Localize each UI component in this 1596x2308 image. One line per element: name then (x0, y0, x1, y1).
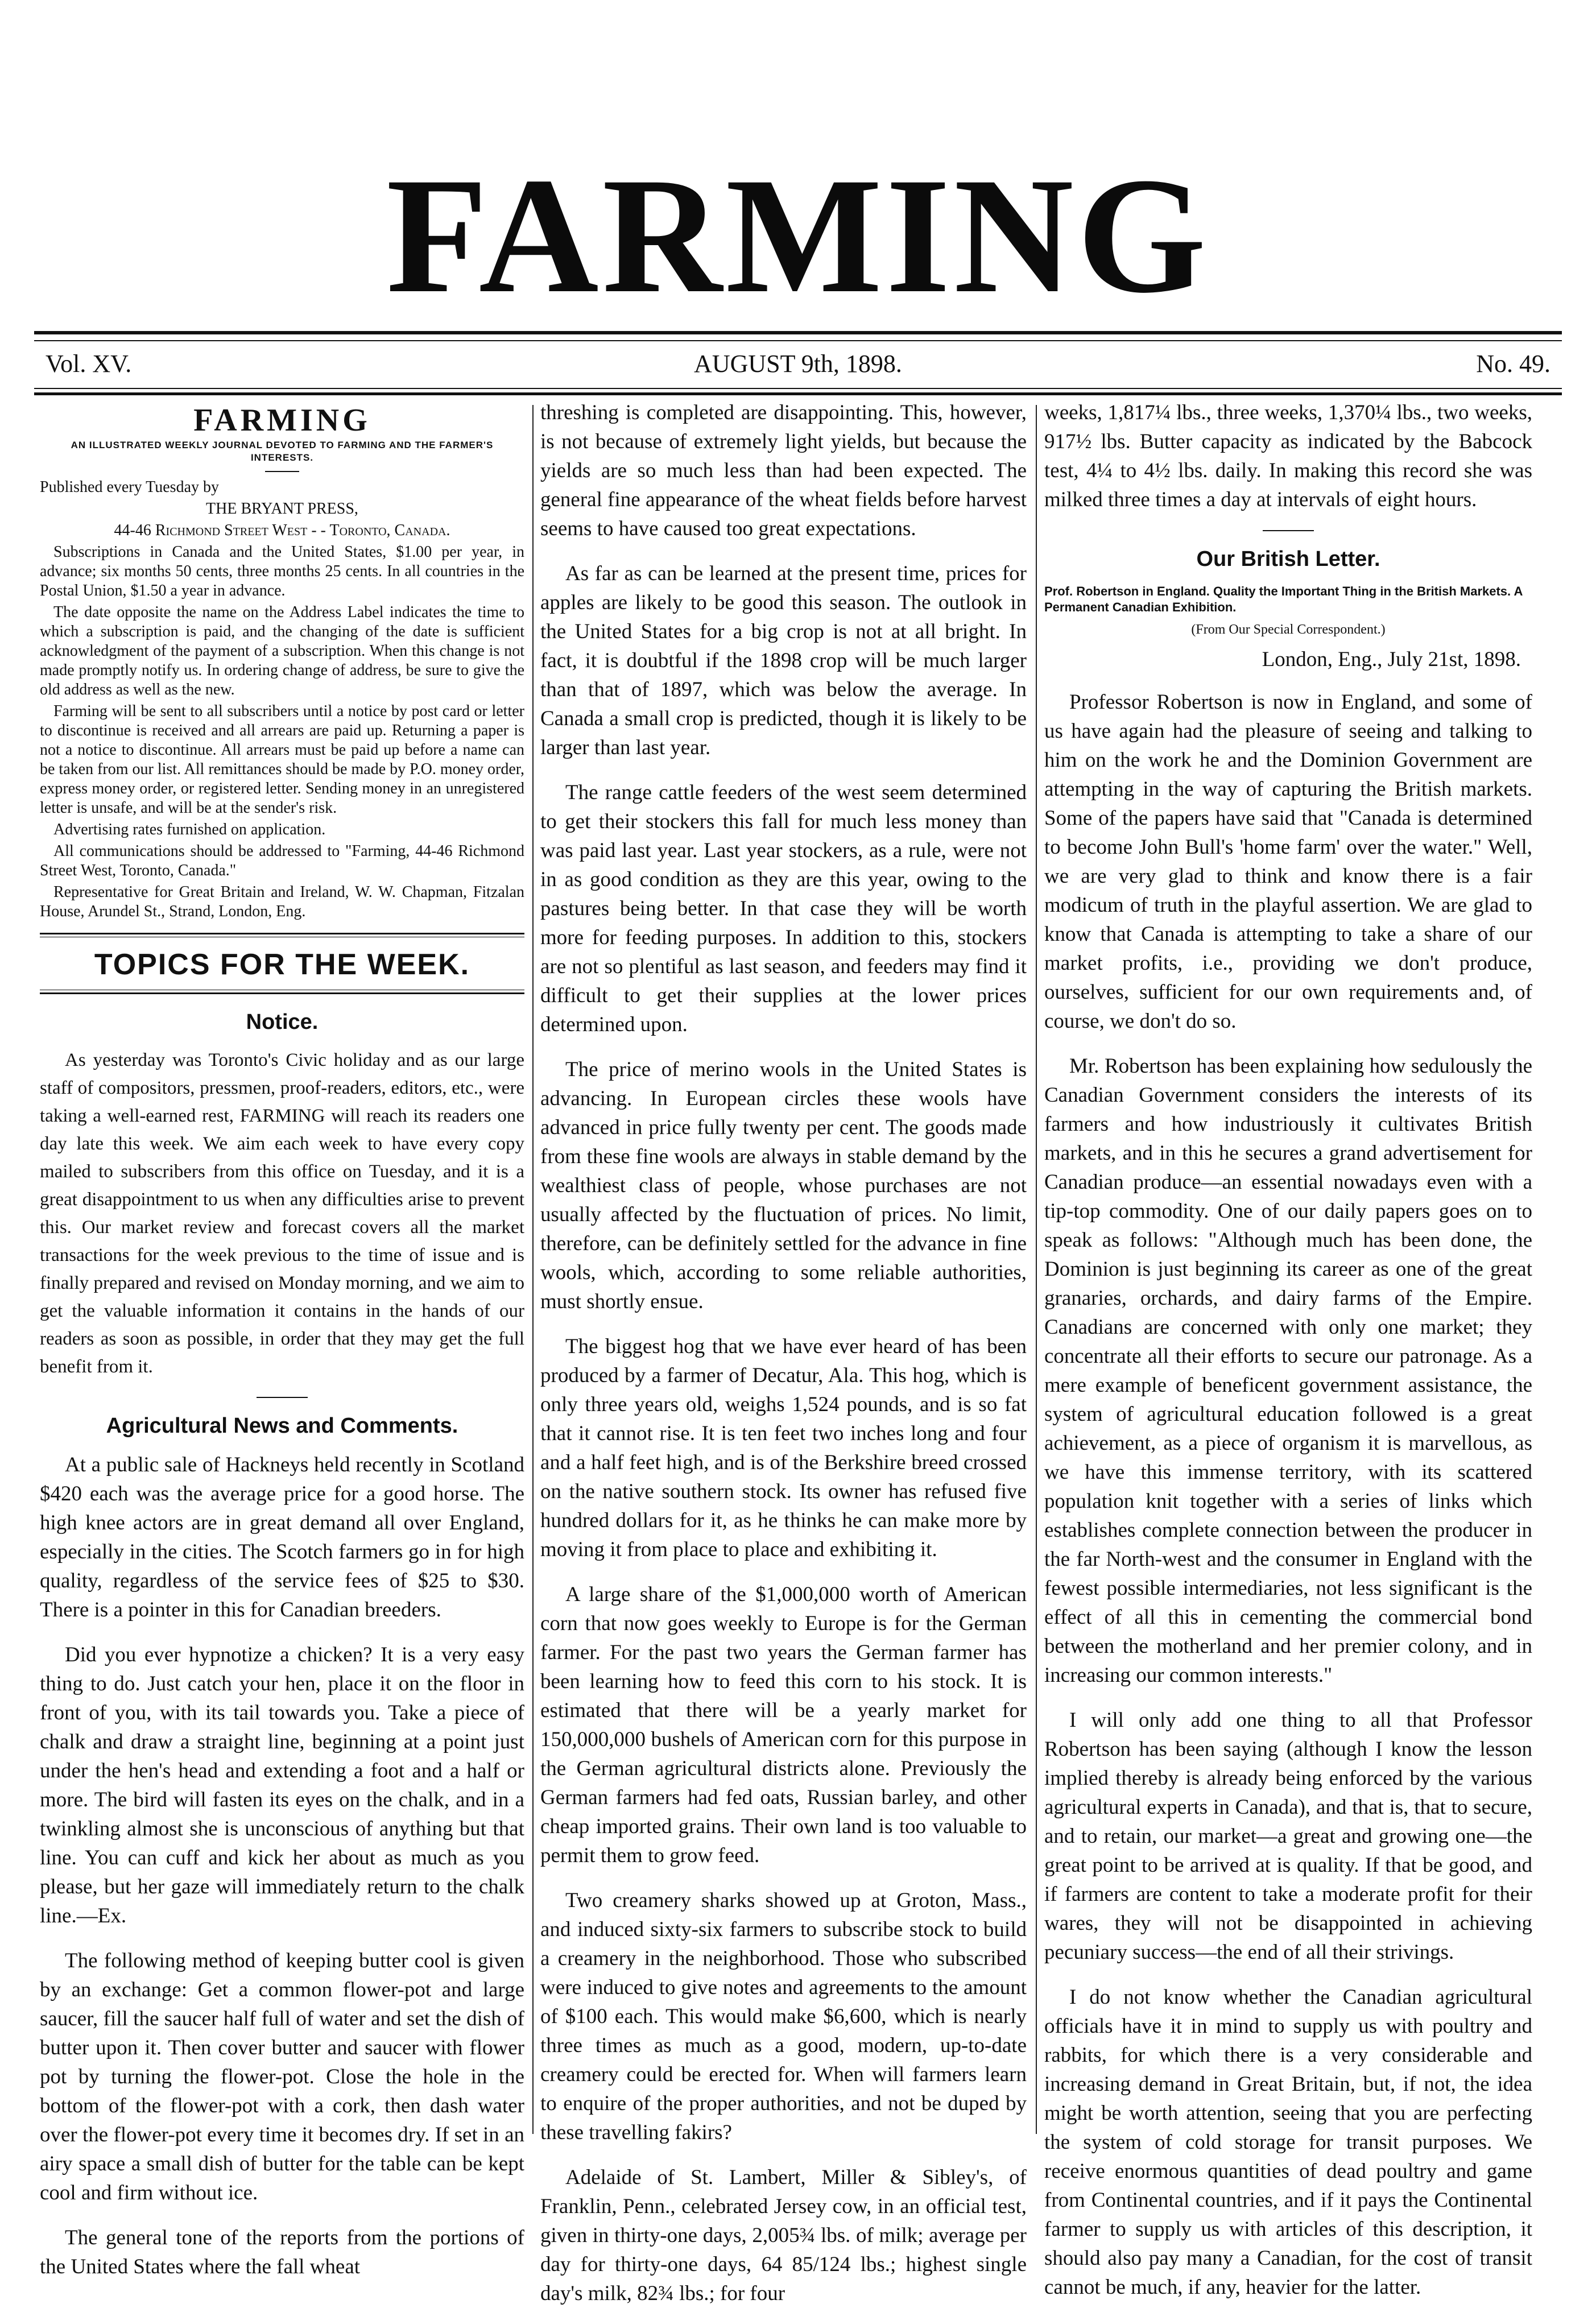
issue-date: AUGUST 9th, 1898. (694, 350, 902, 378)
info-box-title: FARMING (193, 403, 371, 438)
volume-label: Vol. XV. (46, 350, 132, 378)
dateline-rule (34, 392, 1562, 395)
masthead-rule-thin (34, 340, 1562, 341)
column-1 (40, 398, 524, 2278)
british-letter-heading: Our British Letter. (1196, 547, 1380, 571)
section-rule (40, 992, 524, 994)
article-paragraph: The general tone of the reports from the portions of the United States where the fall wheat (40, 2226, 524, 2278)
date-label-info: The date opposite the name on the Address Label indicates the time to which a subscription is paid, and the changing of the date is sufficient acknowledgment of the payment of a subscription. When this change is not made promptly notify us. In ordering change of address, be sure to give the old address as well as the new. (40, 603, 524, 698)
divider (265, 471, 299, 472)
subscription-info: Subscriptions in Canada and the United States, $1.00 per year, in advance; six months 50 cents, three months 25 cents. In all countries in the Postal Union, $1.50 a year in advance. (40, 543, 524, 599)
issue-number: No. 49. (1476, 350, 1550, 378)
divider (1263, 530, 1314, 531)
british-letter-deck: Prof. Robertson in England. Quality the Important Thing in the British Markets. A Permanent Canadian Exhibition. (1044, 584, 1523, 614)
article-paragraph: I do not know whether the Canadian agricultural officials have it in mind to supply us with poultry and rabbits, for which there is a very considerable and increasing demand in Great Britain, but, if not, the idea might be worth attention, seeing that you are perfecting the system of cold storage for transit purposes. We receive enormous quantities of dead poultry and game from Continental countries, and if it pays the Continental farmer to supply us with articles of this description, it should also pay many a Canadian, for the cost of transit cannot be much, if any, heavier for the latter. (1044, 1986, 1532, 2299)
letter-dateline: London, Eng., July 21st, 1898. (1262, 648, 1521, 671)
section-rule (40, 933, 524, 934)
column-divider (532, 405, 534, 2134)
article-paragraph: Mr. Robertson has been explaining how sedulously the Canadian Government considers the interests of its farmers and how industriously it cultivates British markets, and in this he secures a grand advertisement for Canadian produce—an essential nowadays even with a tip-top commodity. One of our daily papers goes on to speak as follows: "Although much has been done, the Dominion is just beginning its career as one of the great granaries, orchards, and dairy farms of the Empire. Canadians are concerned with only one market; they concentrate all their efforts to secure our patronage. As a mere example of beneficent government assistance, the system of agricultural education followed is a great achievement, as a piece of organism it is marvellous, as we have this immense territory, with its scattered population knit together with a series of links which establishes complete connection between the producer in the far North-west and the consumer in England with the fewest possible intermediaries, not less significant is the effect of all this in cementing the commercial bond between the motherland and her premier colony, and in increasing our common interests." (1044, 1054, 1532, 1687)
article-paragraph: Adelaide of St. Lambert, Miller & Sibley's, of Franklin, Penn., celebrated Jersey cow, in an official test, given in thirty-one days, 2,005¾ lbs. of milk; average per day for thirty-one days, 64 85/124 lbs.; highest single day's milk, 82¾ lbs.; for four (540, 2166, 1027, 2305)
column-2 (540, 398, 1027, 2305)
representative-info: Representative for Great Britain and Ireland, W. W. Chapman, Fitzalan House, Arundel St., Strand, London, Eng. (40, 883, 524, 920)
correspondent-line: (From Our Special Correspondent.) (1191, 622, 1386, 637)
article-paragraph: I will only add one thing to all that Professor Robertson has been saying (although I know the lesson implied thereby is already being enforced by the various agricultural experts in Canada), and that is, that to secure, and to retain, our market—a great and growing one—the great point to be arrived at is quality. If that be good, and if farmers are content to take a moderate profit for their wares, they will not be disappointed in achieving pecuniary success—the end of all their strivings. (1044, 1709, 1532, 1964)
divider (257, 1397, 308, 1398)
article-paragraph: As far as can be learned at the present time, prices for apples are likely to be good this season. The outlook in the United States for a big crop is not at all bright. In fact, it is doubtful if the 1898 crop will be much larger than that of 1897, which was below the average. In Canada a small crop is predicted, though it is likely to be larger than last year. (540, 562, 1027, 759)
article-paragraph: A large share of the $1,000,000 worth of American corn that now goes weekly to Europe is for the German farmer. For the past two years the German farmer has been learning how to feed this corn to his stock. It is estimated that there will be a yearly market for 150,000,000 bushels of American corn for this purpose in the German agricultural districts alone. Previously the German farmers had fed oats, Russian barley, and other cheap imported grains. Their own land is too valuable to permit them to grow feed. (540, 1583, 1027, 1867)
communications-info: All communications should be addressed to "Farming, 44-46 Richmond Street West, Toronto, Canada." (40, 842, 524, 879)
notice-heading: Notice. (246, 1010, 319, 1034)
published-line: Published every Tuesday by (40, 478, 219, 496)
article-paragraph: Two creamery sharks showed up at Groton, Mass., and induced sixty-six farmers to subscribe stock to build a creamery in the neighborhood. Those who subscribed were induced to give notes and agreements to the amount of $100 each. This would make $6,600, which is nearly three times as much as a good, modern, up-to-date creamery could be erected for. When will farmers learn to enquire of the proper authorities, and not be duped by these travelling fakirs? (540, 1889, 1027, 2144)
info-box-subtitle: AN ILLUSTRATED WEEKLY JOURNAL DEVOTED TO FARMING AND THE FARMER'S INTERESTS. (71, 440, 494, 463)
notice-text: As yesterday was Toronto's Civic holiday and as our large staff of compositors, pressmen, proof-readers, editors, etc., were taking a well-earned rest, FARMING will reach its readers one day late this week. We aim each week to have every copy mailed to subscribers from this office on Tuesday, and it is a great disappointment to us when any difficulties arise to prevent this. Our market review and forecast covers all the market transactions for the week previous to the time of issue and is finally prepared and revised on Monday morning, and we aim to get the valuable information it contains in the hands of our readers as soon as possible, in order that they may get the full benefit from it. (40, 1050, 524, 1377)
article-paragraph: At a public sale of Hackneys held recently in Scotland $420 each was the average price for a good horse. The high knee actors are in great demand all over England, especially in the cities. The Scotch farmers go in for high quality, regardless of the service fees of $25 to $30. There is a pointer in this for Canadian breeders. (40, 1453, 524, 1622)
dateline-rule-thin (34, 388, 1562, 389)
article-paragraph: Did you ever hypnotize a chicken? It is a very easy thing to do. Just catch your hen, place it on the floor in front of you, with its tail towards you. Take a piece of chalk and draw a straight line, beginning at a point just under the hen's head and extending a foot and a half or more. The bird will fasten its eyes on the chalk, and in a twinkling almost she is unconscious of anything but that line. You can cuff and kick her about as much as you please, but her gaze will immediately return to the chalk line.—Ex. (40, 1643, 524, 1928)
agri-news-heading: Agricultural News and Comments. (106, 1414, 458, 1438)
dateline (46, 347, 1550, 381)
masthead-title: FARMING (386, 144, 1210, 328)
article-paragraph: weeks, 1,817¼ lbs., three weeks, 1,370¼ lbs., two weeks, 917½ lbs. Butter capacity as indicated by the Babcock test, 4¼ to 4½ lbs. daily. In making this record she was milked three times a day at intervals of eight hours. (1044, 401, 1532, 511)
discontinue-info: Farming will be sent to all subscribers until a notice by post card or letter to discontinue is received and all arrears are paid up. Returning a paper is not a notice to discontinue. All arrears must be paid up before a name can be taken from our list. All remittances should be made by P.O. money order, express money order, or registered letter. Sending money in an unregistered letter is unsafe, and will be at the sender's risk. (40, 702, 524, 817)
publisher-name: THE BRYANT PRESS, (206, 500, 358, 518)
article-paragraph: threshing is completed are disappointing. This, however, is not because of extremely light yields, but because the yields are so much less than had been expected. The general fine appearance of the wheat fields before harvest seems to have caused too great expectations. (540, 401, 1027, 540)
publisher-address: 44-46 Richmond Street West - - Toronto, Canada. (114, 522, 450, 539)
column-divider (1036, 405, 1037, 2134)
article-paragraph: Professor Robertson is now in England, and some of us have again had the pleasure of seeing and talking to him on the work he and the Dominion Government are attempting in the way of capturing the British markets. Some of the papers have said that "Canada is determined to become John Bull's 'home farm' over the water." Well, we are very glad to think and know there is a fair modicum of truth in the playful assertion. We are glad to know that Canada is attempting to take a share of our market profits, i.e., providing we don't produce, ourselves, sufficient for our own requirements and, of course, we don't do so. (1044, 690, 1532, 1033)
column-3 (1044, 398, 1532, 2299)
article-paragraph: The range cattle feeders of the west seem determined to get their stockers this fall for much less money than was paid last year. Last year stockers, as a rule, were not in as good condition as they are this year, owing to the pastures being better. In that case they will be worth more for feeding purposes. In addition to this, stockers are not so plentiful as last season, and feeders may find it difficult to get their supplies at the lower prices determined upon. (540, 781, 1027, 1036)
article-paragraph: The price of merino wools in the United States is advancing. In European circles these wools have advanced in price fully twenty per cent. The goods made from these fine wools are always in stable demand by the wealthiest class of people, whose purchases are not usually affected by the fluctuation of prices. No limit, therefore, can be definitely settled for the advance in fine wools, which, according to some reliable authorities, must shortly ensue. (540, 1058, 1027, 1313)
advertising-info: Advertising rates furnished on application. (53, 821, 326, 838)
topics-heading: TOPICS FOR THE WEEK. (94, 948, 470, 981)
article-paragraph: The biggest hog that we have ever heard of has been produced by a farmer of Decatur, Ala. This hog, which is only three years old, weighs 1,524 pounds, and is so fat that it cannot rise. It is ten feet two inches long and four and a half feet high, and is of the Berkshire breed crossed on the native southern stock. Its owner has refused five hundred dollars for it, as he thinks he can make more by moving it from place to place and exhibiting it. (540, 1335, 1027, 1561)
article-paragraph: The following method of keeping butter cool is given by an exchange: Get a common flower-pot and large saucer, fill the saucer half full of water and set the dish of butter upon it. Then cover butter and saucer with flower pot by turning the flower-pot. Close the hole in the bottom of the flower-pot with a cork, then dash water over the flower-pot every time it becomes dry. If set in an airy space a small dish of butter for the table can be kept cool and firm without ice. (40, 1949, 524, 2204)
masthead-rule (34, 331, 1562, 334)
